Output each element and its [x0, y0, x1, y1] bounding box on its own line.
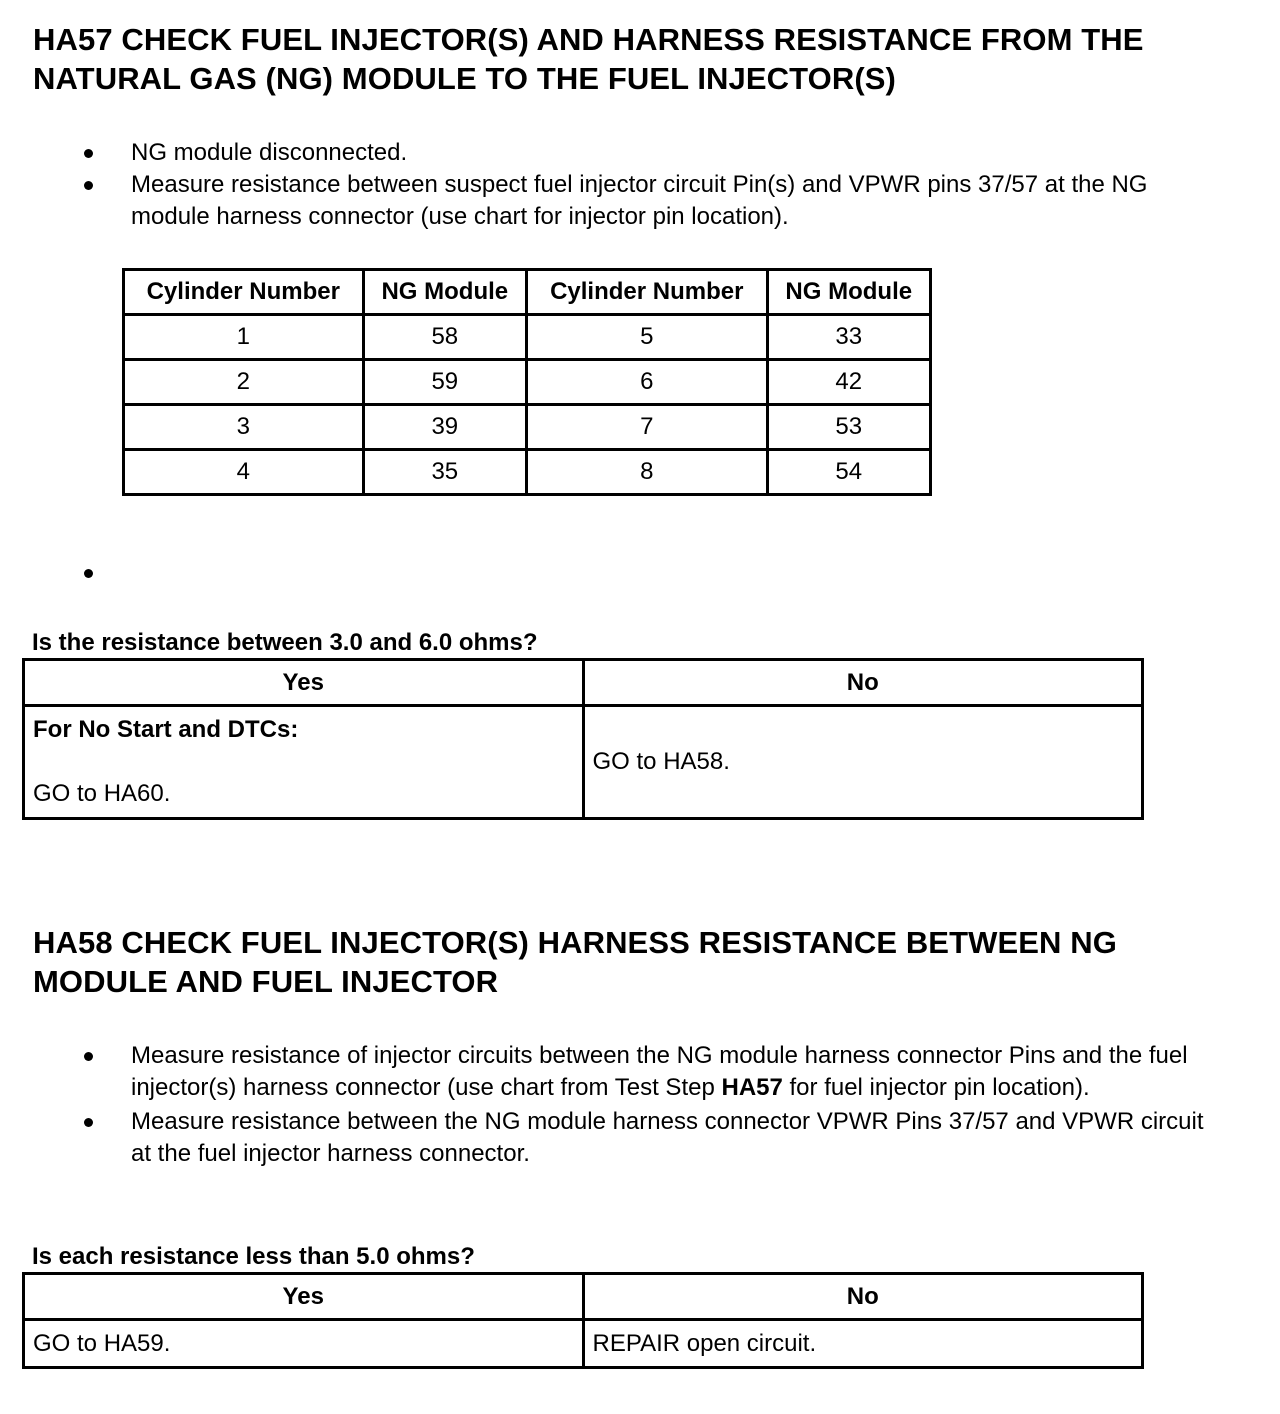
empty-bullet-icon [84, 569, 93, 578]
ha58-bullet-1-ref: HA57 [721, 1074, 783, 1101]
table-cell: 6 [527, 360, 767, 405]
table-cell: 4 [124, 450, 364, 495]
yes-header: Yes [24, 1274, 584, 1320]
yes-header: Yes [24, 660, 584, 706]
ha57-heading [33, 20, 1263, 98]
table-cell: 8 [527, 450, 767, 495]
table-row [124, 450, 931, 495]
table-cell: 42 [767, 360, 931, 405]
ha58-bullet-list [0, 1040, 1280, 1170]
ha57-bullet-1-text: NG module disconnected. [131, 139, 408, 166]
table-cell: 35 [363, 450, 526, 495]
table-cell: 1 [124, 315, 364, 360]
list-item [0, 1040, 1280, 1104]
no-cell: REPAIR open circuit. [583, 1320, 1143, 1368]
table-row [124, 360, 931, 405]
col-header: Cylinder Number [124, 270, 364, 315]
list-item [0, 1106, 1280, 1170]
ha58-bullet-2-text: Measure resistance between the NG module harness connector VPWR Pins 37/57 and VPWR circuit at the fuel injector harness connector. [131, 1108, 1204, 1167]
ha58-question: Is each resistance less than 5.0 ohms? [32, 1243, 475, 1270]
table-cell: 54 [767, 450, 931, 495]
no-header: No [583, 1274, 1143, 1320]
ha57-decision-table [22, 658, 1144, 820]
col-header: NG Module [767, 270, 931, 315]
bullet-icon [84, 149, 93, 158]
table-header-row [124, 270, 931, 315]
bullet-icon [84, 181, 93, 190]
injector-pin-table [122, 268, 932, 496]
list-item [0, 137, 1280, 169]
ha57-question: Is the resistance between 3.0 and 6.0 ohms? [32, 629, 538, 656]
col-header: NG Module [363, 270, 526, 315]
ha57-bullet-list [0, 137, 1280, 233]
ha58-heading [33, 923, 1263, 1001]
bullet-icon [84, 1052, 93, 1061]
table-row [24, 706, 1143, 819]
table-row [124, 405, 931, 450]
bullet-icon [84, 1118, 93, 1127]
yes-condition: For No Start and DTCs: [33, 716, 299, 743]
ha58-heading-line1: HA58 CHECK FUEL INJECTOR(S) HARNESS RESISTANCE BETWEEN NG [33, 925, 1117, 960]
table-header-row [24, 660, 1143, 706]
table-cell: 53 [767, 405, 931, 450]
col-header: Cylinder Number [527, 270, 767, 315]
table-cell: 3 [124, 405, 364, 450]
table-cell: 39 [363, 405, 526, 450]
yes-cell [24, 706, 584, 819]
table-cell: 58 [363, 315, 526, 360]
table-cell: 59 [363, 360, 526, 405]
ha57-heading-line2: NATURAL GAS (NG) MODULE TO THE FUEL INJECTOR(S) [33, 61, 896, 96]
table-row [24, 1320, 1143, 1368]
yes-action: GO to HA60. [33, 780, 171, 807]
table-header-row [24, 1274, 1143, 1320]
ha58-bullet-1-text-b: for fuel injector pin location). [782, 1074, 1090, 1101]
no-cell: GO to HA58. [583, 706, 1143, 819]
ha57-heading-line1: HA57 CHECK FUEL INJECTOR(S) AND HARNESS RESISTANCE FROM THE [33, 22, 1144, 57]
list-item [0, 169, 1280, 233]
no-header: No [583, 660, 1143, 706]
table-cell: 7 [527, 405, 767, 450]
yes-cell: GO to HA59. [24, 1320, 584, 1368]
table-row [124, 315, 931, 360]
ha57-bullet-2-text: Measure resistance between suspect fuel injector circuit Pin(s) and VPWR pins 37/57 at the NG module harness connector (use chart for injector pin location). [131, 171, 1148, 230]
ha58-bullet-1-text-a: Measure resistance of injector circuits between the NG module harness connector Pins and the fuel injector(s) harness connector (use chart from Test Step [131, 1042, 1188, 1101]
ha58-decision-table [22, 1272, 1144, 1369]
table-cell: 5 [527, 315, 767, 360]
ha58-heading-line2: MODULE AND FUEL INJECTOR [33, 964, 499, 999]
table-cell: 33 [767, 315, 931, 360]
table-cell: 2 [124, 360, 364, 405]
